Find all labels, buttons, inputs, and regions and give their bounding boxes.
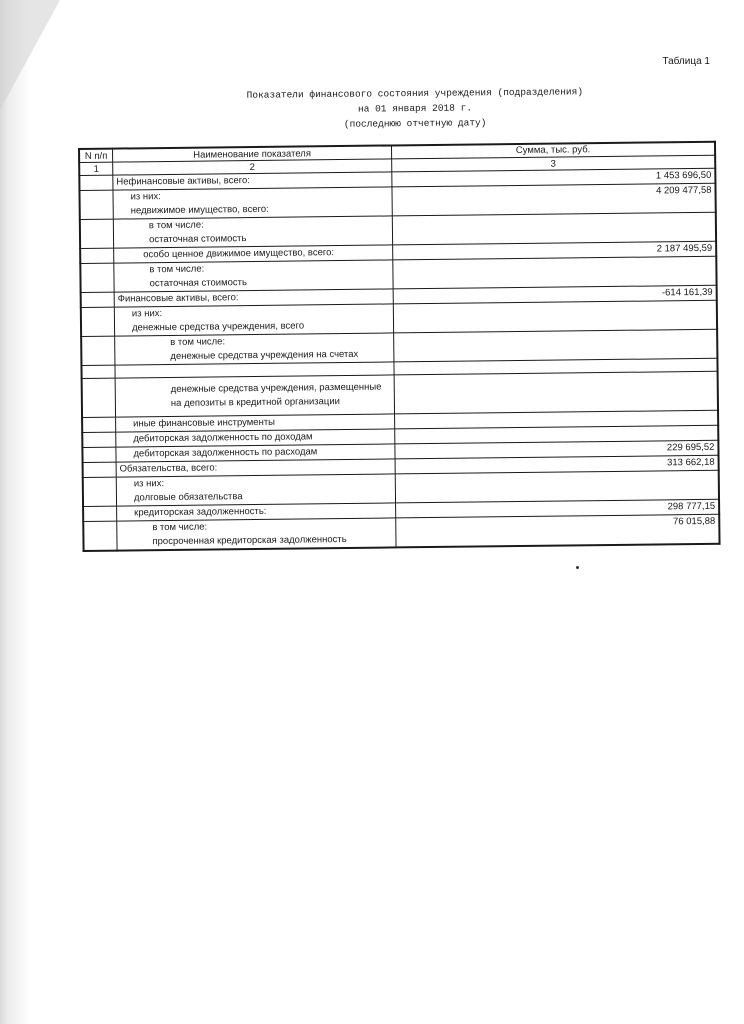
indicator-name: дебиторская задолженность по доходам	[133, 431, 313, 445]
header-number: N п/п	[79, 149, 113, 163]
indicator-name: в том числе:	[149, 263, 205, 276]
column-number: 1	[79, 162, 113, 175]
indicator-name: иные финансовые инструменты	[133, 416, 276, 430]
indicator-name: кредиторская задолженность:	[134, 505, 267, 519]
amount-value: -614 161,39	[661, 286, 713, 299]
header-amount: Сумма, тыс. руб.	[391, 142, 715, 159]
title-line-1: Показатели финансового состояния учреждения (подразделения)	[246, 86, 584, 101]
header-indicator-name: Наименование показателя	[113, 145, 392, 162]
indicator-name: недвижимое имущество, всего:	[130, 203, 269, 217]
indicator-name: денежные средства учреждения, размещенные	[170, 381, 382, 395]
amount-value: 298 777,15	[667, 500, 716, 513]
table-number-label: Таблица 1	[662, 56, 710, 67]
indicator-name: Финансовые активы, всего:	[117, 292, 239, 305]
indicator-name: из них:	[131, 308, 163, 320]
amount-value: 4 209 477,58	[655, 184, 712, 197]
indicator-name: Обязательства, всего:	[119, 462, 218, 475]
indicator-name: на депозиты в кредитной организации	[170, 396, 340, 409]
indicator-name: просроченная кредиторская задолженность	[152, 533, 347, 548]
amount-value: 2 187 495,59	[656, 242, 713, 255]
title-line-3: (последнюю отчетную дату)	[343, 117, 487, 130]
indicator-name: остаточная стоимость	[149, 277, 247, 290]
amount-value: 229 695,52	[666, 441, 715, 454]
scan-speck	[576, 566, 579, 569]
indicator-name: денежные средства учреждения, всего	[131, 320, 305, 334]
amount-value: 1 453 696,50	[655, 169, 712, 182]
amount-value: 313 662,18	[667, 456, 715, 469]
indicator-name: долговые обязательства	[133, 491, 243, 504]
column-number: 3	[392, 155, 716, 172]
column-number: 2	[113, 159, 392, 175]
indicator-name: дебиторская задолженность по расходам	[133, 446, 318, 460]
indicator-name: в том числе:	[148, 219, 204, 232]
indicator-name: остаточная стоимость	[148, 233, 247, 246]
financial-table-wrapper	[78, 141, 721, 552]
indicator-name: в том числе:	[170, 336, 226, 348]
indicator-name: Нефинансовые активы, всего:	[116, 175, 250, 188]
scan-edge-shadow	[0, 0, 30, 1024]
indicator-name: особо ценное движимое имущество, всего:	[143, 247, 335, 261]
indicator-name: из них:	[133, 478, 165, 490]
scan-corner-shadow	[0, 0, 60, 110]
title-line-2: на 01 января 2018 г.	[357, 102, 473, 115]
indicator-name: из них:	[130, 191, 161, 203]
document-title	[180, 84, 650, 135]
amount-value: 76 015,88	[672, 515, 716, 528]
financial-indicators-table	[78, 141, 721, 552]
indicator-name: в том числе:	[152, 521, 208, 534]
indicator-name: денежные средства учреждения на счетах	[170, 348, 359, 362]
